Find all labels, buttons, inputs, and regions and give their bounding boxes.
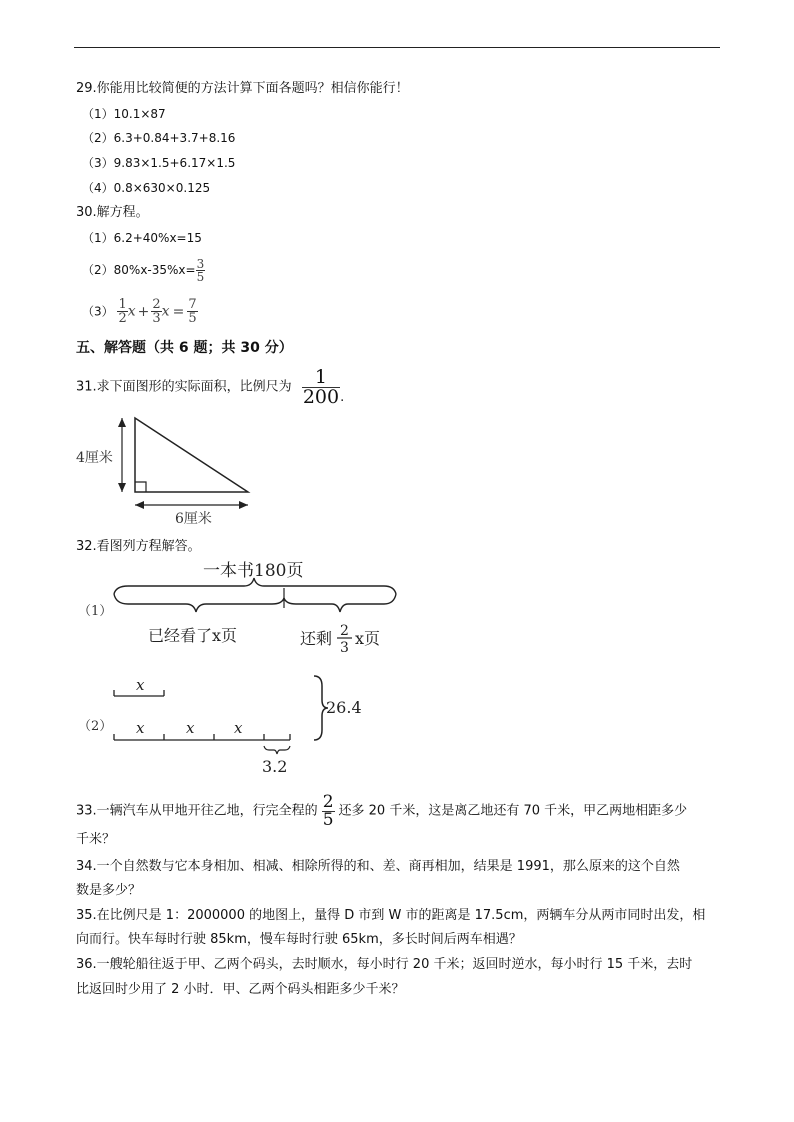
q35-line-2: 向而行。快车每时行驶 85km，慢车每时行驶 65km，多长时间后两车相遇？ (76, 932, 522, 947)
q32-diagram-2 (76, 670, 376, 780)
segment-x-1: x (136, 719, 145, 737)
q30-item-2: （2）80%x-35%x= $\frac{3}{5}$ (82, 257, 205, 284)
total-value: 26.4 (326, 698, 362, 717)
q36-line-1: 36.一艘轮船往返于甲、乙两个码头，去时顺水，每小时行 20 千米；返回时逆水，每小时行 15 千米，去时 (76, 957, 693, 972)
q29-item-3: （3）9.83×1.5+6.17×1.5 (82, 156, 236, 170)
q32-part1-label: （1） (78, 604, 113, 619)
q29-title: 29.你能用比较简便的方法计算下面各题吗？相信你能行！ (76, 81, 409, 96)
extra-brace (264, 746, 290, 754)
book-total-label: 一本书180页 (203, 561, 304, 581)
q34-line-2: 数是多少？ (76, 883, 142, 898)
q32-title: 32.看图列方程解答。 (76, 539, 201, 554)
remain-prefix: 还剩 (300, 629, 333, 648)
remain-numerator: 2 (340, 623, 349, 639)
q30-item-1: （1）6.2+40%x=15 (82, 231, 202, 245)
q30-title: 30.解方程。 (76, 205, 149, 220)
header-rule (74, 47, 720, 48)
q31-title: 31.求下面图形的实际面积，比例尺为 $\frac{1}{200}$ . (76, 366, 345, 408)
segment-x-2: x (186, 719, 195, 737)
q30-item-3: （3） $\frac{1}{2}$ x + $\frac{2}{3}$ x = $\frac{7}{5}$ (82, 297, 197, 326)
right-triangle (135, 418, 248, 492)
q35-line-1: 35.在比例尺是 1：2000000 的地图上，量得 D 市到 W 市的距离是 17.5cm，两辆车分从两市同时出发，相 (76, 908, 706, 923)
base-label: 6厘米 (175, 511, 212, 527)
q31-triangle-figure (70, 410, 270, 535)
remain-suffix: x页 (355, 629, 381, 648)
height-label: 4厘米 (76, 450, 113, 466)
total-brace (114, 578, 396, 594)
fraction-2-5: $\frac{2}{5}$ (322, 792, 334, 830)
scale-fraction: $\frac{1}{200}$ (302, 366, 340, 408)
q33-line-2: 千米？ (76, 832, 116, 847)
segment-x-top: x (136, 676, 145, 694)
extra-value: 3.2 (262, 757, 288, 776)
q36-line-2: 比返回时少用了 2 小时．甲、乙两个码头相距多少千米？ (76, 982, 405, 997)
q32-diagram-1 (76, 558, 406, 658)
read-brace (114, 594, 284, 612)
right-angle-mark (135, 482, 146, 492)
q32-part2-label: （2） (78, 719, 113, 734)
segment-x-3: x (234, 719, 243, 737)
section-5-heading: 五、解答题（共 6 题；共 30 分） (76, 340, 293, 356)
q29-item-4: （4）0.8×630×0.125 (82, 181, 211, 195)
q34-line-1: 34.一个自然数与它本身相加、相减、相除所得的和、差、商再相加，结果是 1991，那么原来的这个自然 (76, 859, 680, 874)
q29-item-1: （1）10.1×87 (82, 107, 166, 121)
fraction-3-5: $\frac{3}{5}$ (196, 257, 205, 284)
q33-line-1: 33.一辆汽车从甲地开往乙地，行完全程的 $\frac{2}{5}$ 还多 20 千米，这是离乙地还有 70 千米，甲乙两地相距多少 (76, 792, 688, 830)
remain-brace (284, 594, 396, 612)
read-label: 已经看了x页 (148, 626, 238, 645)
remain-denominator: 3 (340, 640, 349, 656)
q29-item-2: （2）6.3+0.84+3.7+8.16 (82, 131, 236, 145)
